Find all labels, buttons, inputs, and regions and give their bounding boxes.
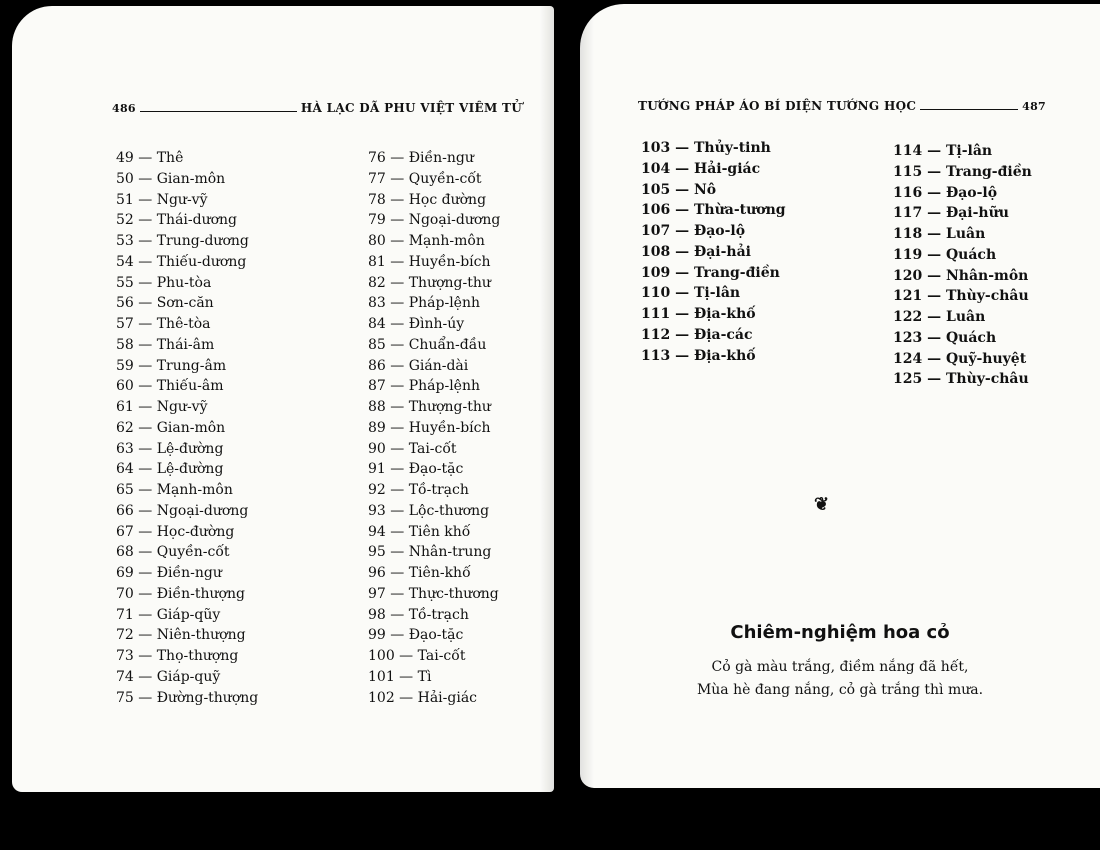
left-page [12, 6, 554, 792]
list-item: 56 — Sơn-căn [116, 295, 214, 312]
list-item: 102 — Hải-giác [368, 689, 478, 706]
list-item: 93 — Lộc-thương [368, 502, 490, 519]
list-item: 115 — Trang-điền [893, 163, 1032, 180]
running-title: HÀ LẠC DÃ PHU VIỆT VIÊM TỬ [300, 101, 522, 115]
list-item: 63 — Lệ-đường [116, 440, 224, 457]
poem-line: Cỏ gà màu trắng, điềm nắng đã hết, [711, 659, 969, 675]
list-item: 112 — Địa-các [641, 326, 753, 343]
list-item: 88 — Thượng-thư [368, 399, 491, 415]
list-item: 75 — Đường-thượng [116, 689, 259, 706]
page-number: 487 [1022, 100, 1046, 113]
list-item: 123 — Quách [893, 329, 997, 346]
list-item: 107 — Đạo-lộ [641, 223, 746, 239]
poem-title: Chiêm-nghiệm hoa cỏ [730, 622, 950, 643]
list-item: 117 — Đại-hữu [893, 205, 1009, 222]
list-item: 82 — Thượng-thư [368, 274, 491, 291]
list-item: 99 — Đạo-tặc [368, 627, 464, 644]
list-item: 58 — Thái-âm [116, 336, 215, 353]
list-item: 119 — Quách [893, 246, 997, 263]
list-item: 124 — Quỹ-huyệt [893, 350, 1027, 367]
list-item: 113 — Địa-khố [641, 347, 756, 364]
gutter-shadow [540, 6, 554, 792]
list-item: 81 — Huyền-bích [368, 253, 491, 270]
list-item: 80 — Mạnh-môn [368, 233, 485, 249]
header-rule [140, 111, 297, 112]
list-item: 97 — Thực-thương [368, 585, 499, 602]
list-item: 101 — Tì [368, 668, 432, 685]
list-item: 114 — Tị-lân [893, 143, 993, 159]
list-item: 65 — Mạnh-môn [116, 482, 233, 498]
list-item: 52 — Thái-dương [116, 212, 238, 229]
list-item: 61 — Ngư-vỹ [116, 399, 208, 415]
list-item: 76 — Điền-ngư [368, 150, 474, 166]
entry-column-3 [641, 138, 786, 366]
list-item: 60 — Thiếu-âm [116, 378, 224, 395]
list-item: 125 — Thùy-châu [893, 371, 1029, 388]
list-item: 98 — Tồ-trạch [368, 606, 469, 623]
left-page-header [112, 97, 522, 115]
list-item: 103 — Thủy-tinh [641, 140, 771, 156]
list-item: 120 — Nhân-môn [893, 267, 1029, 284]
page-number: 486 [112, 102, 136, 115]
list-item: 77 — Quyền-cốt [368, 170, 482, 187]
list-item: 78 — Học đường [368, 191, 487, 208]
list-item: 116 — Đạo-lộ [893, 184, 998, 201]
list-item: 67 — Học-đường [116, 523, 235, 540]
poem-line: Mùa hè đang nắng, cỏ gà trắng thì mưa. [696, 682, 984, 698]
right-page-header [638, 95, 1046, 113]
list-item: 105 — Nô [641, 181, 717, 198]
list-item: 122 — Luân [893, 309, 986, 325]
right-page [580, 4, 1100, 788]
list-item: 100 — Tai-cốt [368, 648, 466, 664]
list-item: 87 — Pháp-lệnh [368, 378, 480, 395]
entry-column-4 [893, 141, 1032, 390]
list-item: 106 — Thừa-tương [641, 202, 786, 219]
list-item: 50 — Gian-môn [116, 170, 226, 187]
list-item: 85 — Chuẩn-đầu [368, 336, 487, 353]
entry-column-2 [368, 148, 500, 708]
list-item: 111 — Địa-khố [641, 306, 756, 322]
running-title: TƯỚNG PHÁP ÁO BÍ DIỆN TƯỚNG HỌC [638, 99, 917, 113]
list-item: 62 — Gian-môn [116, 419, 226, 436]
list-item: 68 — Quyền-cốt [116, 544, 230, 561]
list-item: 89 — Huyền-bích [368, 419, 491, 436]
list-item: 91 — Đạo-tặc [368, 461, 464, 478]
poem [580, 656, 1100, 702]
list-item: 54 — Thiếu-dương [116, 253, 247, 270]
list-item: 55 — Phu-tòa [116, 274, 212, 291]
list-item: 66 — Ngoại-dương [116, 502, 249, 519]
list-item: 109 — Trang-điền [641, 264, 780, 281]
list-item: 84 — Đình-úy [368, 316, 465, 332]
header-rule [920, 109, 1018, 110]
list-item: 92 — Tồ-trạch [368, 482, 469, 498]
list-item: 104 — Hải-giác [641, 160, 761, 177]
list-item: 108 — Đại-hải [641, 243, 751, 260]
list-item: 79 — Ngoại-dương [368, 212, 501, 229]
list-item: 73 — Thọ-thượng [116, 648, 239, 664]
list-item: 95 — Nhân-trung [368, 544, 492, 561]
list-item: 72 — Niên-thượng [116, 627, 246, 644]
entry-column-1 [116, 148, 258, 708]
list-item: 53 — Trung-dương [116, 233, 249, 249]
list-item: 57 — Thê-tòa [116, 316, 211, 332]
list-item: 71 — Giáp-qũy [116, 606, 221, 623]
list-item: 69 — Điền-ngư [116, 565, 222, 581]
list-item: 74 — Giáp-quỹ [116, 668, 221, 685]
list-item: 86 — Gián-dài [368, 357, 469, 374]
list-item: 59 — Trung-âm [116, 357, 227, 374]
list-item: 118 — Luân [893, 226, 986, 242]
list-item: 94 — Tiên khố [368, 523, 471, 540]
list-item: 110 — Tị-lân [641, 285, 741, 302]
ornament-icon: ❦ [814, 494, 830, 515]
list-item: 83 — Pháp-lệnh [368, 295, 480, 312]
list-item: 49 — Thê [116, 150, 184, 166]
list-item: 51 — Ngư-vỹ [116, 191, 208, 208]
list-item: 121 — Thùy-châu [893, 288, 1029, 305]
list-item: 70 — Điền-thượng [116, 585, 245, 602]
list-item: 64 — Lệ-đường [116, 461, 224, 478]
list-item: 96 — Tiên-khố [368, 565, 471, 581]
list-item: 90 — Tai-cốt [368, 440, 457, 457]
